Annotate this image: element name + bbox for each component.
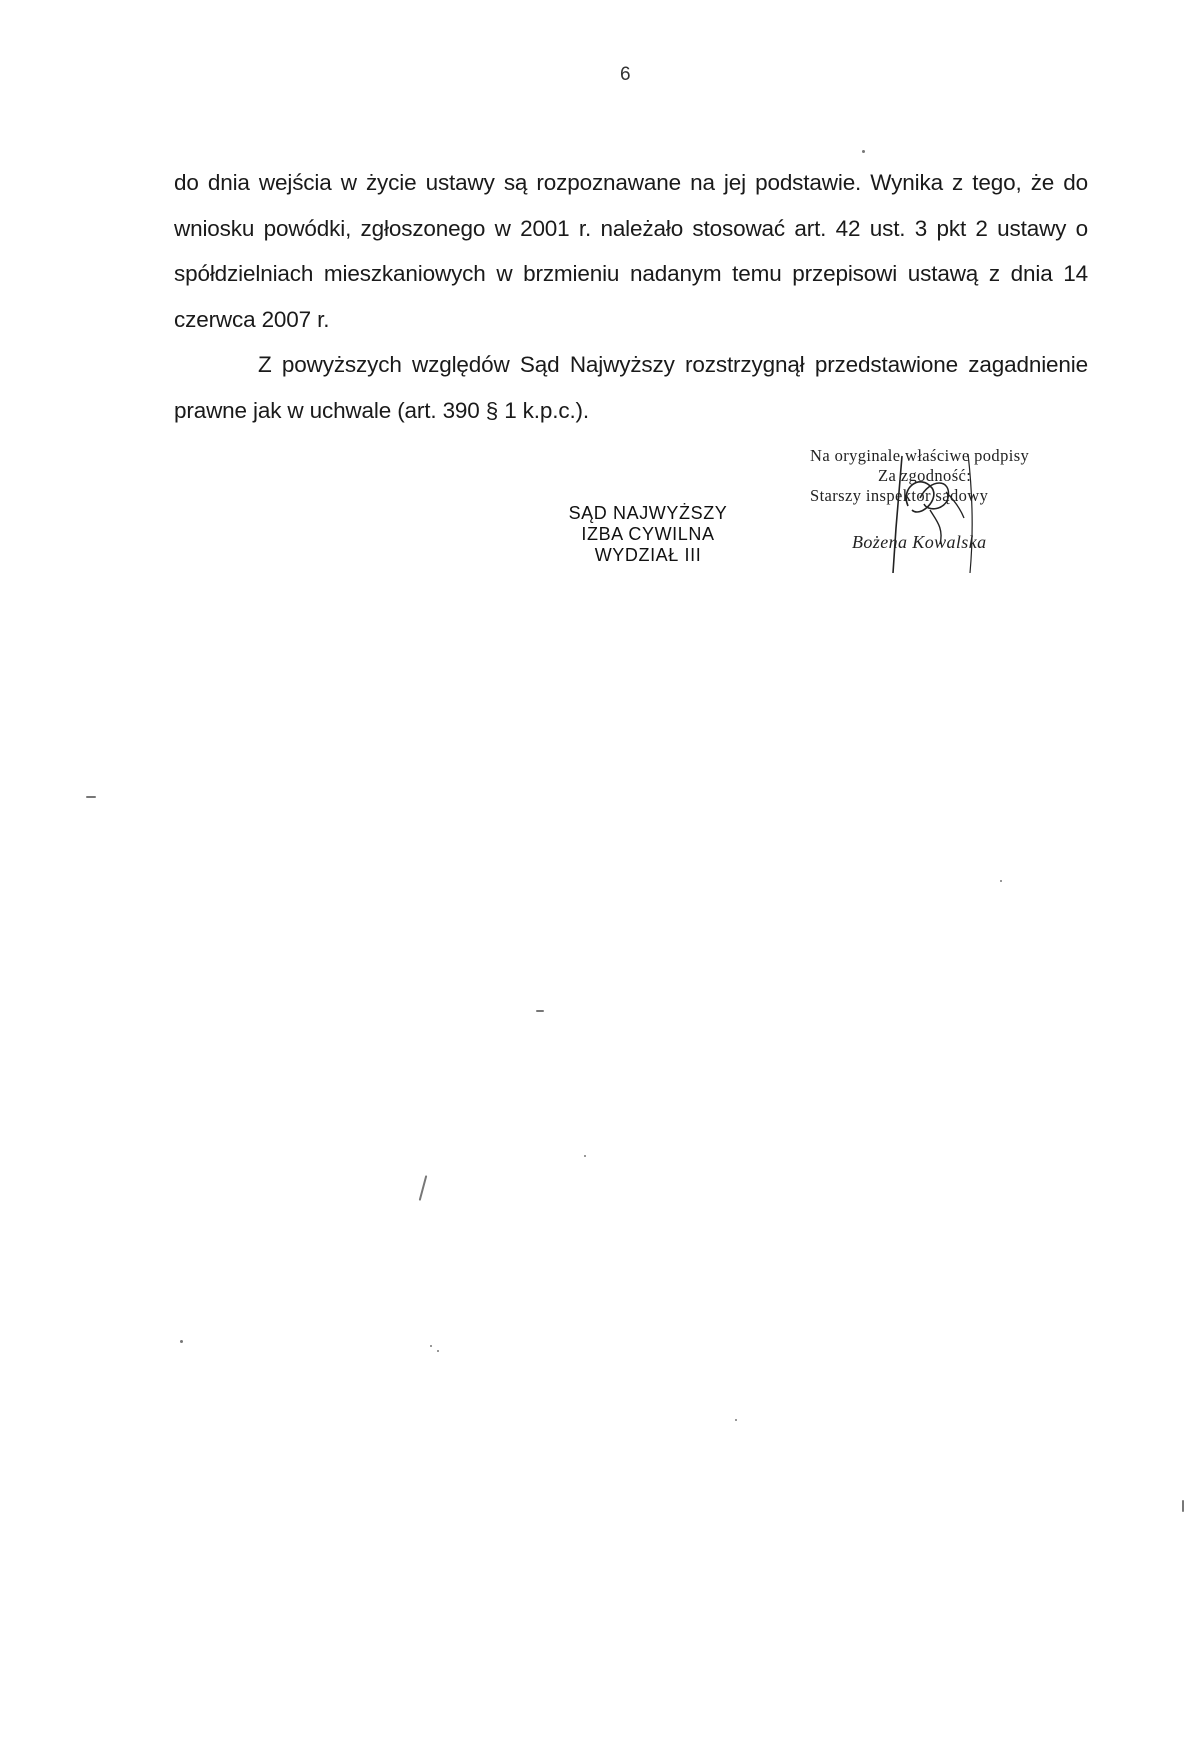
stamp-line-chamber: IZBA CYWILNA bbox=[581, 524, 715, 544]
cert-line-conformity: Za zgodność: bbox=[878, 466, 972, 485]
page-number: 6 bbox=[620, 64, 631, 85]
scan-speck bbox=[862, 150, 865, 153]
scan-speck bbox=[1000, 880, 1002, 882]
cert-line-name: Bożena Kowalska bbox=[852, 532, 987, 552]
scan-speck bbox=[584, 1155, 586, 1157]
scan-speck bbox=[180, 1340, 183, 1343]
scan-speck bbox=[437, 1350, 439, 1352]
paragraph-2: Z powyższych względów Sąd Najwyższy rozstrzygnął przedstawione zagadnienie prawne jak w uchwale (art. 390 § 1 k.p.c.). bbox=[174, 352, 1088, 423]
scan-speck bbox=[430, 1345, 432, 1347]
body-text bbox=[174, 160, 1088, 433]
scan-speck bbox=[419, 1175, 428, 1201]
stamp-line-division: WYDZIAŁ III bbox=[594, 545, 702, 565]
court-stamp bbox=[548, 503, 748, 566]
scan-speck bbox=[735, 1419, 737, 1421]
cert-line-original: Na oryginale właściwe podpisy bbox=[810, 446, 1030, 465]
scan-speck bbox=[536, 1010, 544, 1012]
scan-speck bbox=[1182, 1500, 1184, 1512]
handwritten-signature bbox=[890, 448, 1000, 578]
cert-line-title: Starszy inspektor sądowy bbox=[810, 486, 989, 505]
stamp-line-court: SĄD NAJWYŻSZY bbox=[568, 503, 728, 523]
paragraph-1: do dnia wejścia w życie ustawy są rozpoznawane na jej podstawie. Wynika z tego, że do wniosku powódki, zgłoszonego w 2001 r. należało stosować art. 42 ust. 3 pkt 2 ustawy o spółdzielniach mieszkaniowych w brzmieniu nadanym temu przepisowi ustawą z dnia 14 czerwca 2007 r. bbox=[174, 170, 1088, 332]
scan-speck bbox=[86, 796, 96, 798]
